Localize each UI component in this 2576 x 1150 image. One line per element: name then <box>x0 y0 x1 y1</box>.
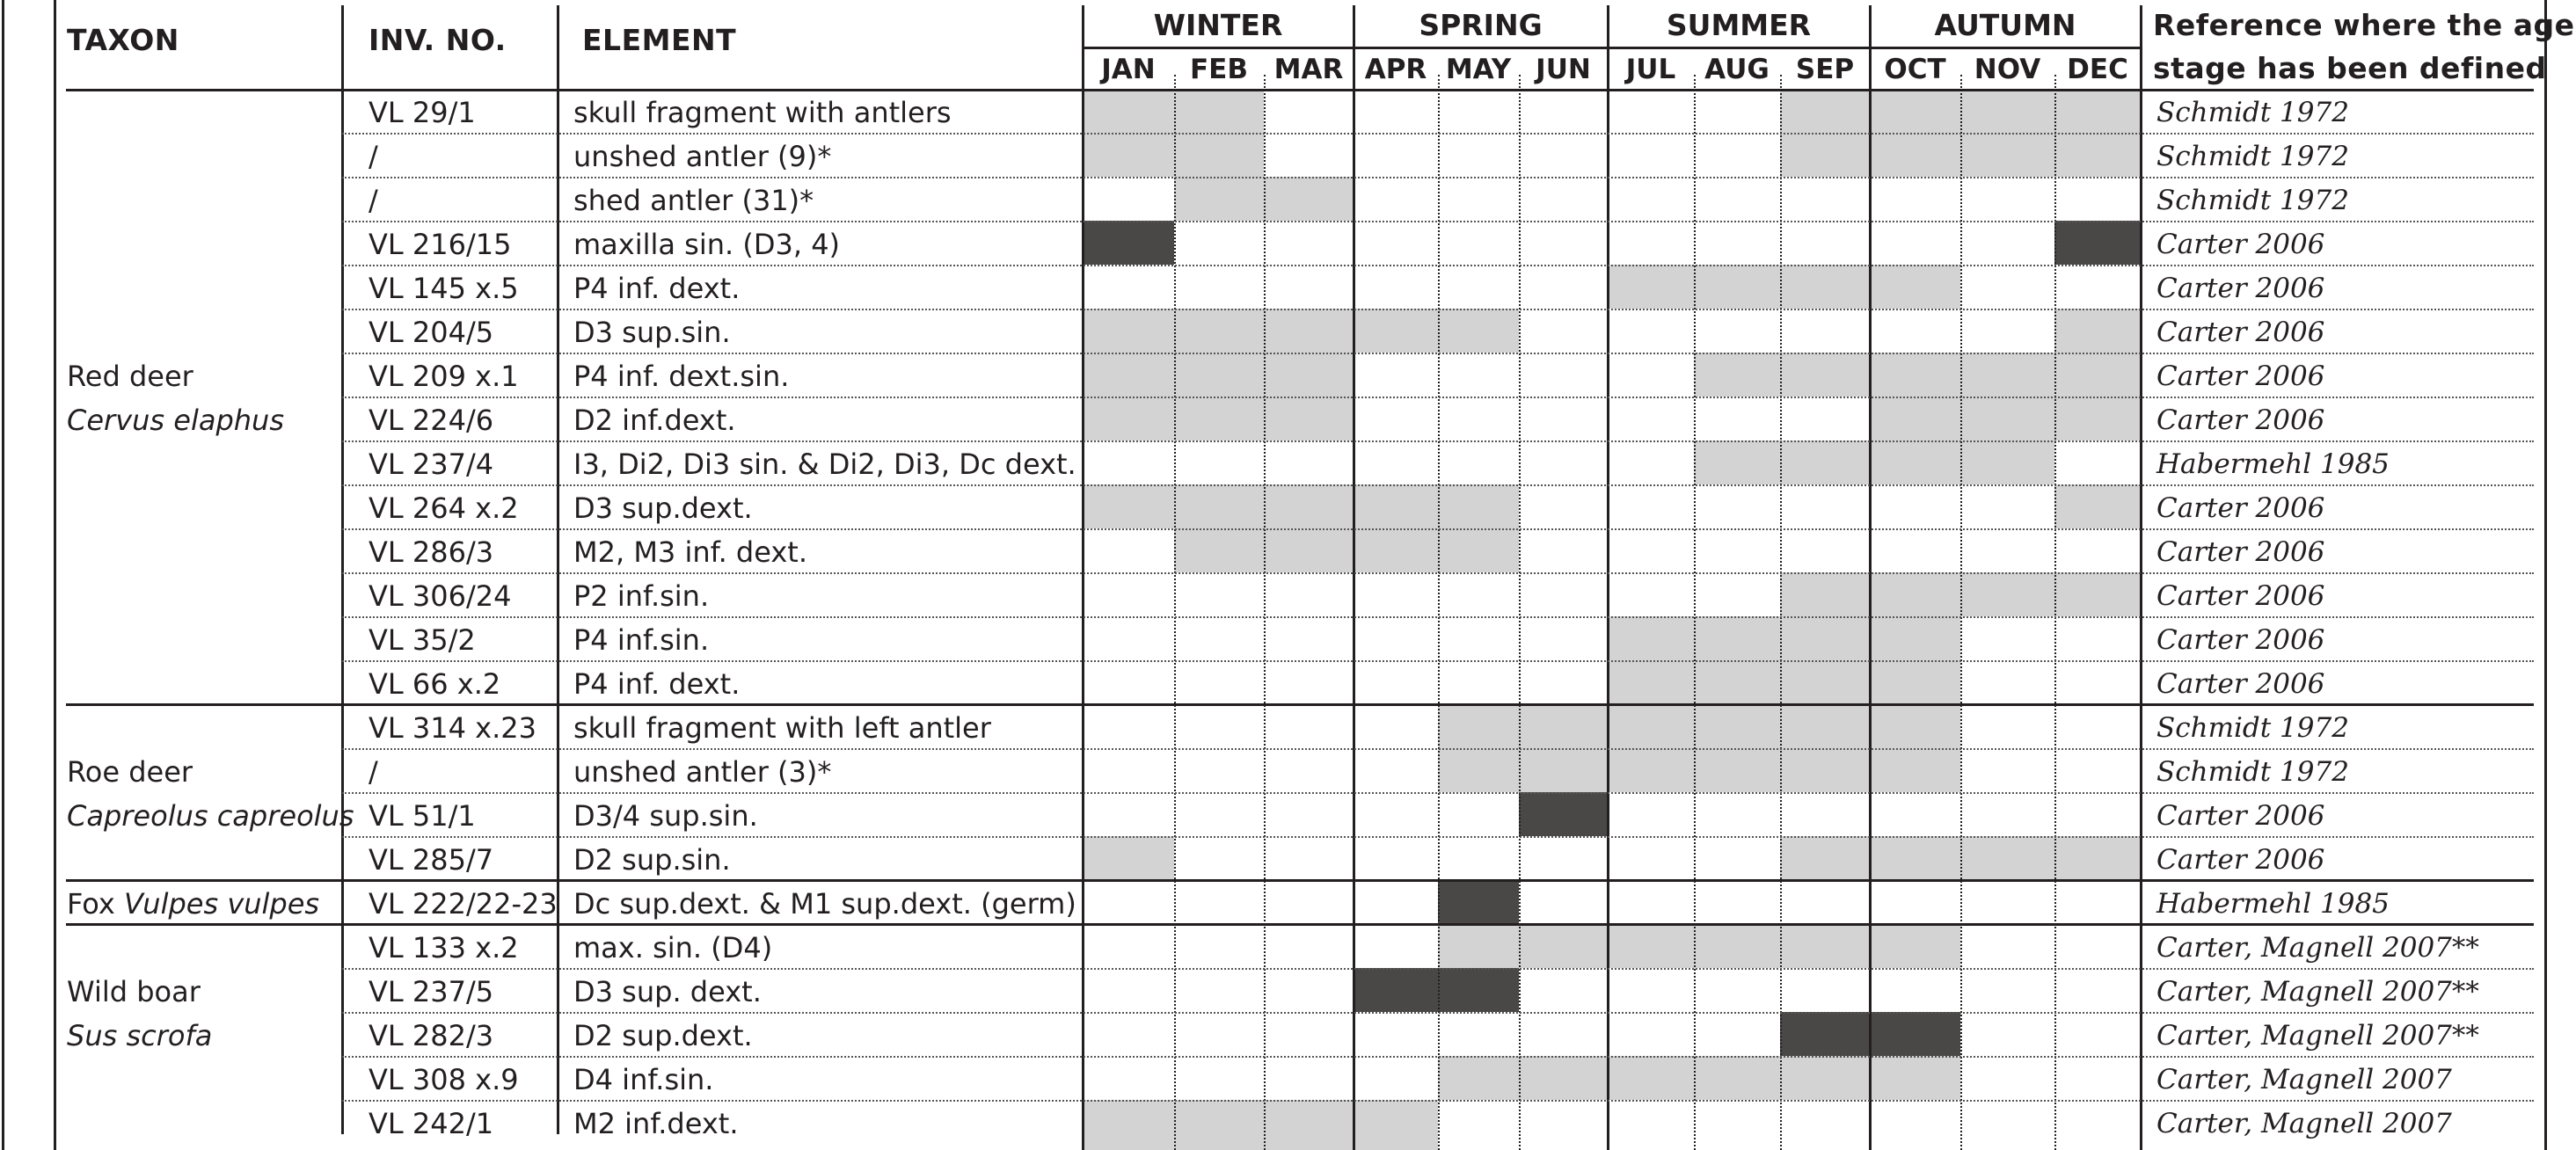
light-shade-cell-dec <box>2054 89 2141 133</box>
light-shade-cell-mar <box>1264 353 1354 397</box>
light-shade-cell-sep <box>1780 836 1870 880</box>
light-shade-cell-oct <box>1870 748 1960 792</box>
light-shade-cell-sep <box>1780 924 1870 968</box>
inv-number: VL 237/5 <box>369 975 494 1008</box>
taxon-label-inline <box>67 882 319 926</box>
light-shade-cell-aug <box>1694 1056 1780 1100</box>
light-shade-cell-nov <box>1960 440 2054 484</box>
light-shade-cell-jan <box>1083 836 1174 880</box>
light-shade-cell-jan <box>1083 1100 1174 1150</box>
header-element: ELEMENT <box>582 23 737 57</box>
light-shade-cell-apr <box>1354 484 1438 528</box>
light-shade-cell-aug <box>1694 265 1780 309</box>
light-shade-cell-feb <box>1174 133 1264 177</box>
month-divider-dotted <box>1780 75 1782 1150</box>
page-border-left <box>2 0 4 1150</box>
season-header-spring: SPRING <box>1419 8 1543 42</box>
month-header-dec: DEC <box>2067 54 2128 85</box>
dark-shade-cell-may <box>1438 968 1519 1012</box>
light-shade-cell-jul <box>1608 748 1694 792</box>
element-description: D2 sup.sin. <box>573 843 731 877</box>
inv-number: VL 29/1 <box>369 96 476 129</box>
light-shade-cell-sep <box>1780 704 1870 748</box>
element-description: I3, Di2, Di3 sin. & Di2, Di3, Dc dext. <box>573 448 1076 481</box>
light-shade-cell-jul <box>1608 616 1694 660</box>
dark-shade-cell-jan <box>1083 221 1174 265</box>
reference-citation: Carter 2006 <box>2156 360 2325 392</box>
light-shade-cell-mar <box>1264 484 1354 528</box>
element-description: D3 sup.sin. <box>573 316 731 349</box>
light-shade-cell-jan <box>1083 353 1174 397</box>
month-header-oct: OCT <box>1884 54 1946 85</box>
light-shade-cell-nov <box>1960 353 2054 397</box>
element-description: unshed antler (3)* <box>573 755 832 789</box>
light-shade-cell-aug <box>1694 616 1780 660</box>
dark-shade-cell-jun <box>1519 792 1608 836</box>
element-description: M2 inf.dext. <box>573 1107 739 1140</box>
light-shade-cell-oct <box>1870 924 1960 968</box>
dark-shade-cell-sep <box>1780 1012 1870 1056</box>
inv-number: VL 204/5 <box>369 316 494 349</box>
inv-number: VL 308 x.9 <box>369 1063 519 1096</box>
element-description: P4 inf. dext. <box>573 272 741 305</box>
light-shade-cell-feb <box>1174 484 1264 528</box>
element-description: Dc sup.dext. & M1 sup.dext. (germ) <box>573 887 1076 921</box>
reference-citation: Carter 2006 <box>2156 317 2325 348</box>
dark-shade-cell-apr <box>1354 968 1438 1012</box>
element-description: P4 inf.sin. <box>573 623 710 657</box>
light-shade-cell-sep <box>1780 748 1870 792</box>
light-shade-cell-mar <box>1264 309 1354 353</box>
light-shade-cell-sep <box>1780 353 1870 397</box>
light-shade-cell-oct <box>1870 89 1960 133</box>
month-divider-dotted <box>1174 75 1176 1150</box>
light-shade-cell-jul <box>1608 924 1694 968</box>
light-shade-cell-oct <box>1870 616 1960 660</box>
light-shade-cell-jan <box>1083 133 1174 177</box>
inv-number: VL 222/22-23 <box>369 887 558 921</box>
element-description: skull fragment with antlers <box>573 96 952 129</box>
light-shade-cell-may <box>1438 748 1519 792</box>
light-shade-cell-jan <box>1083 309 1174 353</box>
light-shade-cell-dec <box>2054 397 2141 440</box>
element-description: P4 inf. dext.sin. <box>573 360 790 393</box>
inv-number: VL 209 x.1 <box>369 360 519 393</box>
light-shade-cell-jun <box>1519 1056 1608 1100</box>
reference-citation: Carter 2006 <box>2156 404 2325 436</box>
reference-citation: Schmidt 1972 <box>2156 185 2349 216</box>
light-shade-cell-oct <box>1870 704 1960 748</box>
light-shade-cell-jul <box>1608 1056 1694 1100</box>
inv-number: VL 286/3 <box>369 535 494 569</box>
light-shade-cell-sep <box>1780 572 1870 616</box>
light-shade-cell-oct <box>1870 440 1960 484</box>
reference-citation: Schmidt 1972 <box>2156 141 2349 172</box>
header-reference-line2: stage has been defined <box>2153 51 2547 85</box>
table-border-left <box>54 0 56 1150</box>
inv-number: VL 133 x.2 <box>369 931 519 964</box>
light-shade-cell-aug <box>1694 704 1780 748</box>
light-shade-cell-may <box>1438 1056 1519 1100</box>
element-description: M2, M3 inf. dext. <box>573 535 807 569</box>
light-shade-cell-oct <box>1870 1056 1960 1100</box>
light-shade-cell-aug <box>1694 748 1780 792</box>
light-shade-cell-nov <box>1960 397 2054 440</box>
header-reference-line1: Reference where the age <box>2153 8 2575 42</box>
light-shade-cell-feb <box>1174 177 1264 221</box>
light-shade-cell-feb <box>1174 397 1264 440</box>
light-shade-cell-oct <box>1870 572 1960 616</box>
reference-citation: Carter 2006 <box>2156 229 2325 260</box>
element-description: skull fragment with left antler <box>573 711 991 745</box>
dark-shade-cell-dec <box>2054 221 2141 265</box>
reference-citation: Schmidt 1972 <box>2156 712 2349 744</box>
light-shade-cell-dec <box>2054 309 2141 353</box>
light-shade-cell-oct <box>1870 397 1960 440</box>
element-description: D2 sup.dext. <box>573 1019 753 1052</box>
light-shade-cell-dec <box>2054 353 2141 397</box>
light-shade-cell-may <box>1438 528 1519 572</box>
light-shade-cell-nov <box>1960 89 2054 133</box>
month-divider-dotted <box>2054 75 2056 1150</box>
dark-shade-cell-may <box>1438 880 1519 924</box>
inv-number: VL 66 x.2 <box>369 667 501 701</box>
inv-number: VL 145 x.5 <box>369 272 519 305</box>
light-shade-cell-may <box>1438 484 1519 528</box>
inv-number: VL 314 x.23 <box>369 711 536 745</box>
light-shade-cell-apr <box>1354 309 1438 353</box>
month-header-jun: JUN <box>1536 54 1591 85</box>
taxon-common-name: Wild boar <box>67 975 201 1008</box>
month-divider-dotted <box>1960 75 1962 1150</box>
page-border-right <box>2544 0 2547 1150</box>
light-shade-cell-dec <box>2054 836 2141 880</box>
header-taxon: TAXON <box>67 23 179 57</box>
month-header-apr: APR <box>1364 54 1427 85</box>
light-shade-cell-sep <box>1780 133 1870 177</box>
inv-number: VL 306/24 <box>369 579 512 613</box>
inv-number: VL 285/7 <box>369 843 494 877</box>
light-shade-cell-dec <box>2054 572 2141 616</box>
column-line-inv <box>341 5 344 1134</box>
element-description: max. sin. (D4) <box>573 931 773 964</box>
light-shade-cell-oct <box>1870 353 1960 397</box>
light-shade-cell-mar <box>1264 1100 1354 1150</box>
month-header-jan: JAN <box>1101 54 1156 85</box>
light-shade-cell-jun <box>1519 748 1608 792</box>
light-shade-cell-apr <box>1354 528 1438 572</box>
light-shade-cell-may <box>1438 924 1519 968</box>
light-shade-cell-jan <box>1083 397 1174 440</box>
month-header-aug: AUG <box>1704 54 1770 85</box>
inv-number: VL 237/4 <box>369 448 494 481</box>
element-description: D2 inf.dext. <box>573 404 736 437</box>
reference-citation: Carter 2006 <box>2156 580 2325 612</box>
light-shade-cell-jun <box>1519 924 1608 968</box>
month-header-jul: JUL <box>1625 54 1676 85</box>
light-shade-cell-sep <box>1780 89 1870 133</box>
season-divider-line <box>1083 47 2141 49</box>
reference-citation: Habermehl 1985 <box>2156 448 2390 480</box>
light-shade-cell-sep <box>1780 440 1870 484</box>
light-shade-cell-nov <box>1960 133 2054 177</box>
element-description: P2 inf.sin. <box>573 579 710 613</box>
light-shade-cell-jan <box>1083 484 1174 528</box>
light-shade-cell-jun <box>1519 704 1608 748</box>
light-shade-cell-aug <box>1694 353 1780 397</box>
month-divider-dotted <box>1438 75 1440 1150</box>
reference-citation: Habermehl 1985 <box>2156 888 2390 920</box>
reference-citation: Carter, Magnell 2007 <box>2156 1064 2452 1095</box>
inv-number: VL 242/1 <box>369 1107 494 1140</box>
reference-citation: Carter, Magnell 2007 <box>2156 1108 2452 1139</box>
reference-citation: Carter, Magnell 2007** <box>2156 1020 2479 1052</box>
month-divider-dotted <box>1694 75 1696 1150</box>
season-header-autumn: AUTUMN <box>1934 8 2076 42</box>
light-shade-cell-dec <box>2054 484 2141 528</box>
inv-number: VL 216/15 <box>369 228 512 261</box>
light-shade-cell-sep <box>1780 660 1870 704</box>
light-shade-cell-oct <box>1870 660 1960 704</box>
light-shade-cell-sep <box>1780 265 1870 309</box>
light-shade-cell-jul <box>1608 704 1694 748</box>
reference-citation: Carter 2006 <box>2156 844 2325 876</box>
light-shade-cell-jan <box>1083 89 1174 133</box>
light-shade-cell-feb <box>1174 89 1264 133</box>
reference-citation: Carter 2006 <box>2156 492 2325 524</box>
light-shade-cell-feb <box>1174 1100 1264 1150</box>
reference-citation: Carter 2006 <box>2156 668 2325 700</box>
light-shade-cell-mar <box>1264 397 1354 440</box>
dark-shade-cell-oct <box>1870 1012 1960 1056</box>
inv-number: VL 264 x.2 <box>369 491 519 525</box>
reference-citation: Carter 2006 <box>2156 273 2325 304</box>
month-divider-dotted <box>1264 75 1266 1150</box>
month-divider-dotted <box>1519 75 1521 1150</box>
inv-number: / <box>369 140 378 173</box>
inv-number: VL 224/6 <box>369 404 494 437</box>
light-shade-cell-feb <box>1174 309 1264 353</box>
light-shade-cell-nov <box>1960 836 2054 880</box>
reference-citation: Carter 2006 <box>2156 536 2325 568</box>
light-shade-cell-feb <box>1174 528 1264 572</box>
light-shade-cell-oct <box>1870 836 1960 880</box>
element-description: unshed antler (9)* <box>573 140 832 173</box>
element-description: D3/4 sup.sin. <box>573 799 758 833</box>
light-shade-cell-jul <box>1608 660 1694 704</box>
light-shade-cell-dec <box>2054 133 2141 177</box>
month-header-feb: FEB <box>1190 54 1248 85</box>
taxon-scientific-name: Capreolus capreolus <box>67 799 354 833</box>
light-shade-cell-may <box>1438 309 1519 353</box>
light-shade-cell-apr <box>1354 1100 1438 1150</box>
element-description: D4 inf.sin. <box>573 1063 714 1096</box>
season-header-winter: WINTER <box>1153 8 1283 42</box>
taxon-common-name: Fox <box>67 887 115 921</box>
reference-citation: Carter, Magnell 2007** <box>2156 976 2479 1008</box>
light-shade-cell-may <box>1438 704 1519 748</box>
element-description: P4 inf. dext. <box>573 667 741 701</box>
light-shade-cell-mar <box>1264 528 1354 572</box>
month-header-mar: MAR <box>1273 54 1344 85</box>
inv-number: / <box>369 184 378 217</box>
reference-citation: Carter 2006 <box>2156 800 2325 832</box>
light-shade-cell-aug <box>1694 660 1780 704</box>
inv-number: VL 35/2 <box>369 623 476 657</box>
inv-number: VL 282/3 <box>369 1019 494 1052</box>
taxon-common-name: Red deer <box>67 360 193 393</box>
light-shade-cell-jul <box>1608 265 1694 309</box>
element-description: maxilla sin. (D3, 4) <box>573 228 841 261</box>
taxon-common-name: Roe deer <box>67 755 193 789</box>
light-shade-cell-sep <box>1780 616 1870 660</box>
inv-number: VL 51/1 <box>369 799 476 833</box>
season-header-summer: SUMMER <box>1666 8 1812 42</box>
column-line-element <box>557 5 559 1134</box>
reference-citation: Carter, Magnell 2007** <box>2156 932 2479 964</box>
light-shade-cell-nov <box>1960 572 2054 616</box>
light-shade-cell-aug <box>1694 440 1780 484</box>
inv-number: / <box>369 755 378 789</box>
light-shade-cell-aug <box>1694 924 1780 968</box>
element-description: D3 sup. dext. <box>573 975 762 1008</box>
reference-citation: Schmidt 1972 <box>2156 756 2349 788</box>
taxon-scientific-name: Sus scrofa <box>67 1019 213 1052</box>
light-shade-cell-oct <box>1870 265 1960 309</box>
reference-citation: Schmidt 1972 <box>2156 97 2349 128</box>
light-shade-cell-oct <box>1870 133 1960 177</box>
light-shade-cell-sep <box>1780 1056 1870 1100</box>
month-header-nov: NOV <box>1974 54 2041 85</box>
element-description: D3 sup.dext. <box>573 491 753 525</box>
reference-citation: Carter 2006 <box>2156 624 2325 656</box>
month-header-may: MAY <box>1445 54 1512 85</box>
light-shade-cell-mar <box>1264 177 1354 221</box>
light-shade-cell-feb <box>1174 353 1264 397</box>
header-inv-no: INV. NO. <box>369 23 507 57</box>
taxon-scientific-name: Vulpes vulpes <box>123 887 320 921</box>
taxon-scientific-name: Cervus elaphus <box>67 404 284 437</box>
element-description: shed antler (31)* <box>573 184 814 217</box>
month-header-sep: SEP <box>1795 54 1855 85</box>
